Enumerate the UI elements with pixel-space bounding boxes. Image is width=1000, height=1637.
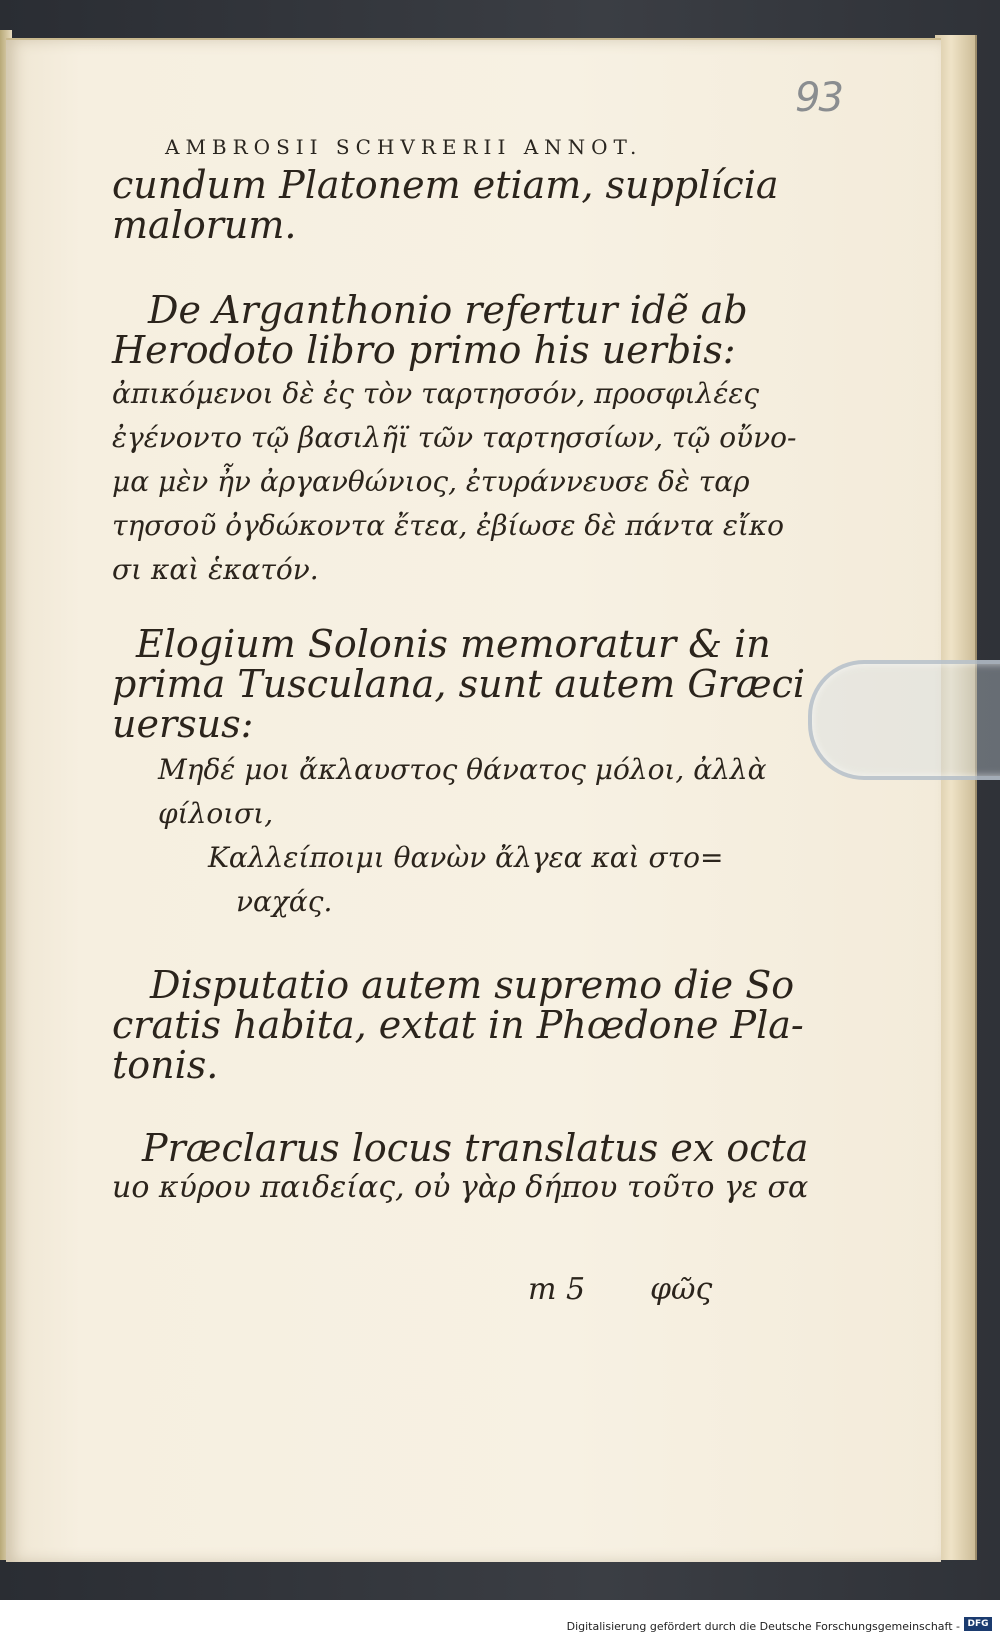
greek-line: Μηδέ μοι ἄκλαυστος θάνατος μόλοι, ἀλλὰ [158,753,767,786]
paragraph-1 [112,165,779,245]
greek-line: ἀπικόμενοι δὲ ἐς τὸν ταρτησσόν, προσφιλέες [112,377,760,410]
greek-quote-herodotus [112,372,796,592]
catchword: φῶς [650,1272,713,1307]
footer-credit: Digitalisierung gefördert durch die Deutsche Forschungsgemeinschaft - [566,1620,960,1633]
greek-line: μα μὲν ἦν ἀργανθώνιος, ἐτυράννευσε δὲ ταρ [112,465,750,498]
text-line: cratis habita, extat in Phœdone Pla- [112,1003,804,1047]
greek-line: φίλοισι, [158,797,274,830]
paragraph-2 [112,290,748,370]
text-line: Elogium Solonis memoratur & in [136,622,771,666]
paragraph-5 [112,1128,808,1208]
dfg-logo: DFG [964,1617,992,1631]
text-line: Disputatio autem supremo die So [150,963,795,1007]
greek-line: σι καὶ ἑκατόν. [112,553,319,586]
text-line: cundum Platonem etiam, supplícia [112,163,779,207]
greek-line: Καλλείποιμι θανὼν ἄλγεα καὶ στο= [208,841,724,874]
greek-verse-solon [158,748,767,924]
page-clip [808,660,1000,780]
text-line: tonis. [112,1043,219,1087]
text-line: Præclarus locus translatus ex octa [142,1126,809,1170]
text-line: De Arganthonio refertur idẽ ab [148,288,748,332]
text-line: uo κύρου παιδείας, οὐ γὰρ δήπου τοῦτο γε σα [112,1170,809,1205]
text-line: malorum. [112,203,297,247]
book-edge [935,35,977,1560]
running-head: AMBROSII SCHVRERII ANNOT. [165,135,643,159]
greek-line: τησσοῦ ὀγδώκοντα ἔτεα, ἐβίωσε δὲ πάντα εἴκο [112,509,785,542]
folio-number: 93 [795,75,842,121]
greek-line: ἐγένοντο τῷ βασιλῆϊ τῶν ταρτησσίων, τῷ οὔνο- [112,421,797,454]
text-line: uersus: [112,702,254,746]
paragraph-4 [112,965,804,1085]
text-line: prima Tusculana, sunt autem Græci [112,662,806,706]
text-line: Herodoto libro primo his uerbis: [112,328,736,372]
greek-line: ναχάς. [236,885,333,918]
paragraph-3 [112,624,805,744]
signature-mark: m 5 [528,1272,586,1307]
